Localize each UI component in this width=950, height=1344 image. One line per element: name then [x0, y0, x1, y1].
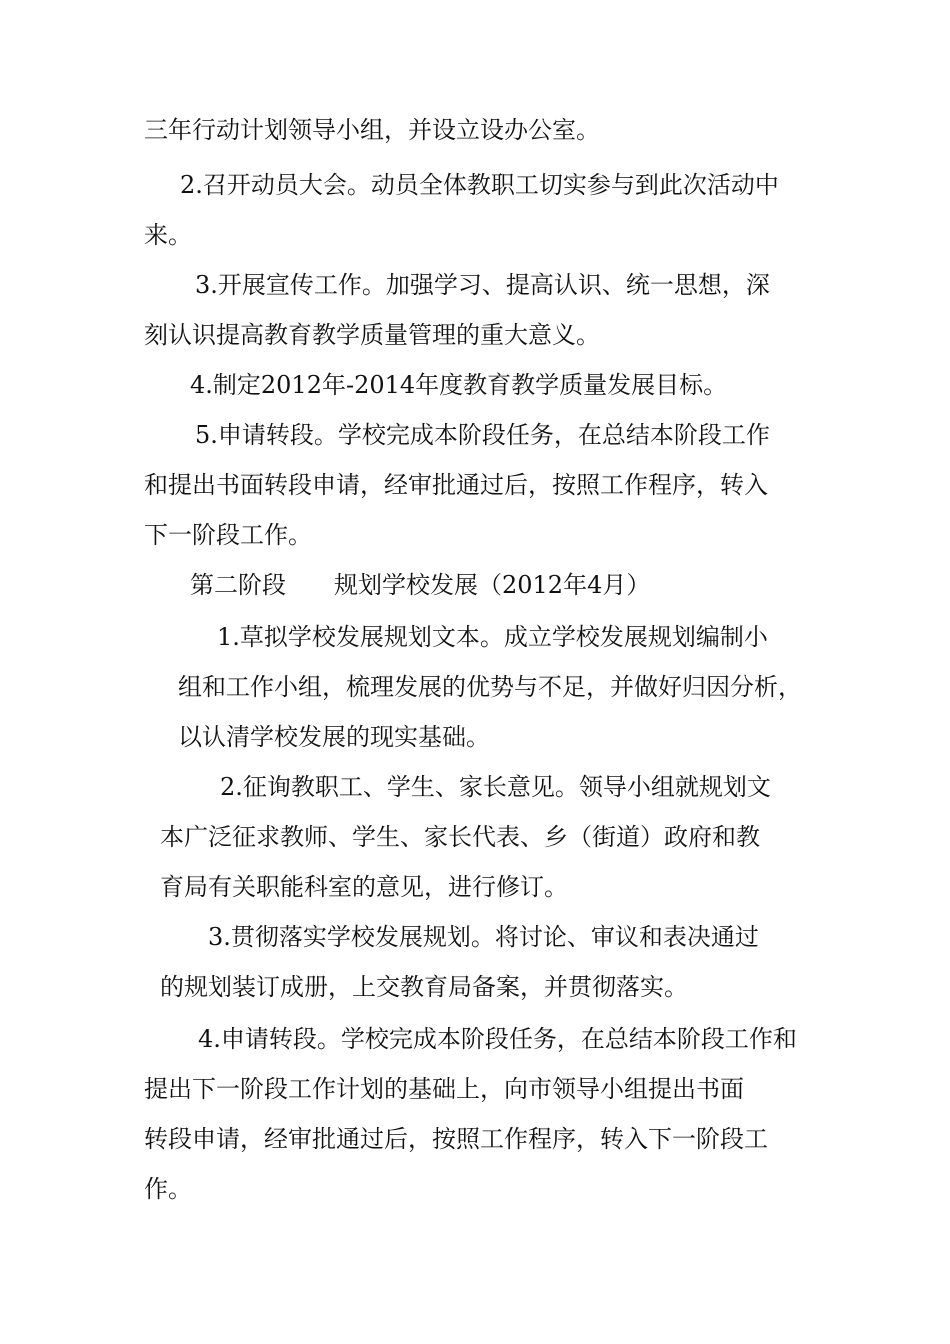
- text-line: 提出下一阶段工作计划的基础上，向市领导小组提出书面: [144, 1075, 744, 1103]
- text-line: 本广泛征求教师、学生、家长代表、乡（街道）政府和教: [160, 823, 760, 851]
- text-line: 2.召开动员大会。动员全体教职工切实参与到此次活动中: [180, 171, 779, 199]
- text-line: 以认清学校发展的现实基础。: [178, 723, 490, 751]
- text-line: 转段申请，经审批通过后，按照工作程序，转入下一阶段工: [144, 1125, 768, 1153]
- text-line: 育局有关职能科室的意见，进行修订。: [160, 873, 568, 901]
- text-line: 刻认识提高教育教学质量管理的重大意义。: [144, 321, 600, 349]
- text-line: 来。: [144, 221, 192, 249]
- text-line: 3.贯彻落实学校发展规划。将讨论、审议和表决通过: [208, 923, 759, 951]
- text-line: 4.制定2012年-2014年度教育教学质量发展目标。: [190, 371, 728, 399]
- text-line: 下一阶段工作。: [144, 521, 312, 549]
- text-line: 1.草拟学校发展规划文本。成立学校发展规划编制小: [217, 623, 768, 651]
- text-line: 组和工作小组，梳理发展的优势与不足，并做好归因分析，: [178, 673, 802, 701]
- text-line: 作。: [144, 1175, 192, 1203]
- section-heading: 第二阶段 规划学校发展（2012年4月）: [190, 571, 651, 599]
- text-line: 的规划装订成册，上交教育局备案，并贯彻落实。: [160, 973, 688, 1001]
- text-line: 和提出书面转段申请，经审批通过后，按照工作程序，转入: [144, 471, 768, 499]
- text-line: 3.开展宣传工作。加强学习、提高认识、统一思想，深: [195, 271, 770, 299]
- text-line: 4.申请转段。学校完成本阶段任务，在总结本阶段工作和: [198, 1025, 797, 1053]
- text-line: 2.征询教职工、学生、家长意见。领导小组就规划文: [220, 773, 771, 801]
- text-line: 三年行动计划领导小组，并设立设办公室。: [144, 116, 600, 144]
- text-line: 5.申请转段。学校完成本阶段任务，在总结本阶段工作: [195, 421, 770, 449]
